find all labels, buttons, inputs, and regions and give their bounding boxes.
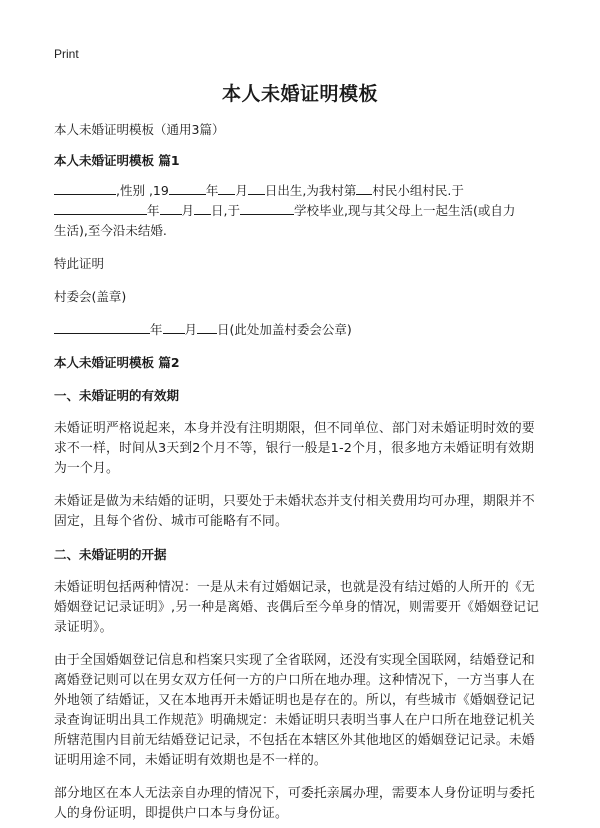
blank-grad-month [160,201,182,215]
section1-paragraph-2: 未婚证是做为未结婚的证明，只要处于未婚状态并支付相关费用均可办理，期限并不固定，且每个省份、城市可能略有不同。 [54,494,535,529]
text-segment: 月 [184,322,198,337]
part2-heading: 本人未婚证明模板 篇2 [54,355,180,370]
blank-school [240,201,294,215]
part1-line3: 生活),至今沿未结婚. [54,223,167,238]
page-title: 本人未婚证明模板 [221,83,378,105]
section2-heading: 二、未婚证明的开据 [54,547,167,562]
text-segment: 日,于 [211,203,241,218]
print-label: Print [54,47,79,61]
section1-heading: 一、未婚证明的有效期 [54,388,180,403]
blank-sign-year [54,320,150,334]
section2-paragraph-2: 由于全国婚姻登记信息和档案只实现了全省联网，还没有实现全国联网，结婚登记和离婚登记则可以在男女双方任何一方的户口所在地办理。这种情况下，一方当事人在外地领了结婚证，又在本地再开未婚证明也是存在的。所以，有些城市《婚姻登记记录查询证明出具工作规范》明确规定：未婚证明只表明当事人在户口所在地登记机关所辖范围内目前无结婚登记记录，不包括在本辖区外其他地区的婚姻登记记录。未婚证明用途不同，未婚证明有效期也是不一样的。 [54,653,535,768]
text-segment: 学校毕业,现与其父母上一起生活(或自力 [294,203,516,218]
document-content [54,151,546,824]
certify-text: 特此证明 [54,256,105,271]
part1-heading: 本人未婚证明模板 篇1 [54,153,180,168]
blank-grad-day [194,201,211,215]
text-segment: 日出生,为我村第 [264,183,357,198]
section2-paragraph-1: 未婚证明包括两种情况：一是从未有过婚姻记录，也就是没有结过婚的人所开的《无婚姻登记记录证明》,另一种是离婚、丧偶后至今单身的情况，则需要开《婚姻登记记录证明》。 [54,580,540,635]
blank-year [169,181,206,195]
text-segment: 月 [235,183,248,198]
section1-paragraph-1: 未婚证明严格说起来，本身并没有注明期限，但不同单位、部门对未婚证明时效的要求不一样，时间从3天到2个月不等，银行一般是1-2个月，很多地方未婚证明有效期为一个月。 [54,421,535,476]
blank-name [54,181,116,195]
committee-seal: 村委会(盖章) [54,289,127,304]
text-segment: 村民小组村民.于 [372,183,464,198]
blank-sign-day [197,320,217,334]
text-segment: 年 [147,203,160,218]
section2-paragraph-3: 部分地区在本人无法亲自办理的情况下，可委托亲属办理，需要本人身份证明与委托人的身份证明，即提供户口本与身份证。 [54,786,535,821]
text-segment: 月 [181,203,195,218]
blank-grad-year [54,201,147,215]
part1-date-line [54,320,546,340]
document-subtitle: 本人未婚证明模板（通用3篇） [54,122,225,137]
part1-line2 [54,201,546,221]
text-segment: ,性别 ,19 [116,183,169,198]
blank-day [248,181,265,195]
text-segment: 年 [150,322,163,337]
blank-month [218,181,235,195]
part1-line1 [54,181,546,201]
blank-sign-month [163,320,185,334]
blank-group [356,181,372,195]
text-segment: 年 [205,183,219,198]
text-segment: 日(此处加盖村委会公章) [217,322,352,337]
